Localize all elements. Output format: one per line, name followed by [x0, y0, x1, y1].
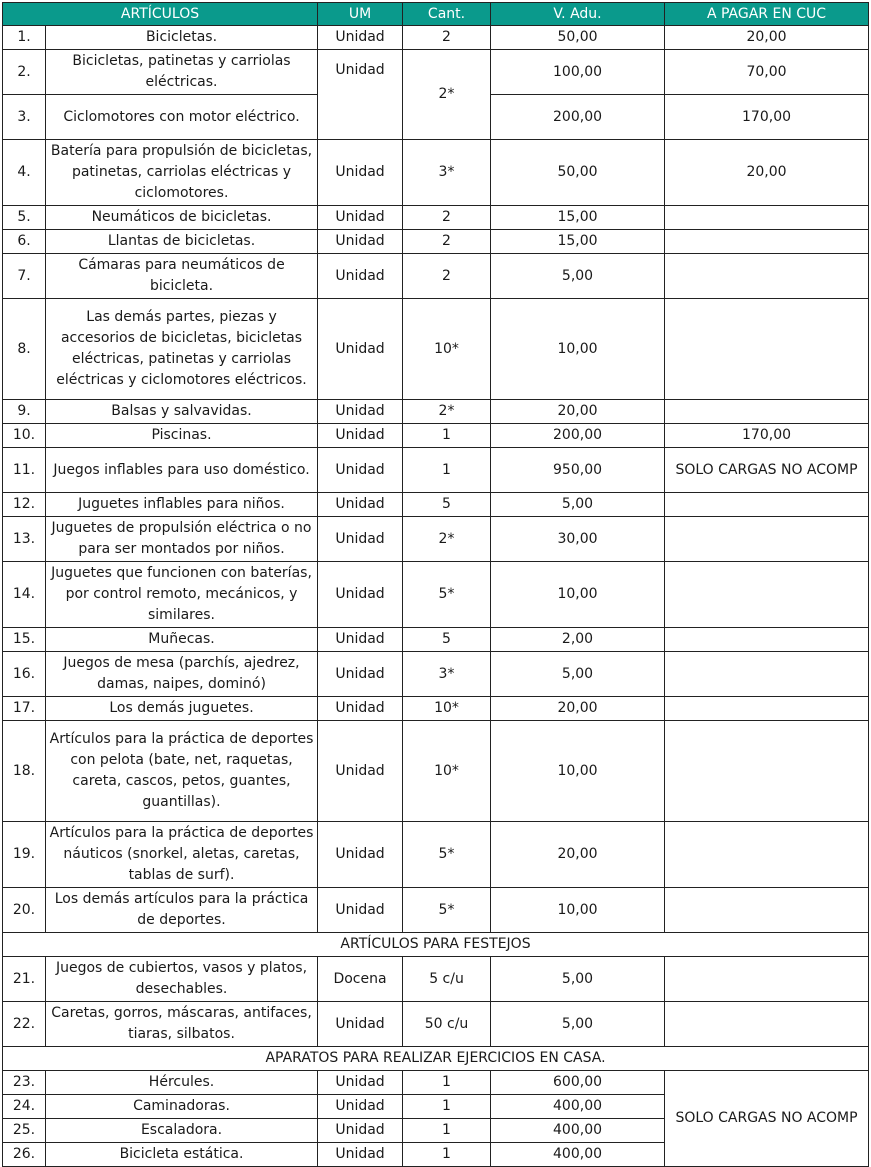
row-number: 20. [3, 888, 46, 933]
row-um: Unidad [318, 1119, 403, 1143]
row-vadu: 10,00 [491, 721, 665, 822]
row-number: 2. [3, 50, 46, 95]
row-um: Unidad [318, 140, 403, 206]
table-row [3, 652, 869, 697]
row-articulo: Los demás juguetes. [46, 697, 318, 721]
row-um: Unidad [318, 254, 403, 299]
row-articulo: Batería para propulsión de bicicletas, patinetas, carriolas eléctricas y ciclomotores. [46, 140, 318, 206]
row-number: 11. [3, 448, 46, 493]
row-um: Unidad [318, 424, 403, 448]
row-um: Unidad [318, 50, 403, 140]
row-cant: 1 [403, 1119, 491, 1143]
row-cant: 5 [403, 628, 491, 652]
row-vadu: 600,00 [491, 1071, 665, 1095]
table-row [3, 140, 869, 206]
row-pagar [665, 697, 869, 721]
row-vadu: 2,00 [491, 628, 665, 652]
row-pagar: SOLO CARGAS NO ACOMP [665, 448, 869, 493]
row-cant: 5* [403, 562, 491, 628]
row-um: Unidad [318, 400, 403, 424]
row-number: 5. [3, 206, 46, 230]
table-row [3, 254, 869, 299]
table-row [3, 1002, 869, 1047]
table-row [3, 888, 869, 933]
row-pagar [665, 206, 869, 230]
section-row [3, 1047, 869, 1071]
row-cant: 5 c/u [403, 957, 491, 1002]
row-articulo: Artículos para la práctica de deportes náuticos (snorkel, aletas, caretas, tablas de surf). [46, 822, 318, 888]
row-number: 4. [3, 140, 46, 206]
header-cant: Cant. [403, 3, 491, 26]
row-number: 19. [3, 822, 46, 888]
row-vadu: 50,00 [491, 26, 665, 50]
row-um: Docena [318, 957, 403, 1002]
row-number: 22. [3, 1002, 46, 1047]
row-cant: 1 [403, 1143, 491, 1167]
row-articulo: Bicicleta estática. [46, 1143, 318, 1167]
row-um: Unidad [318, 299, 403, 400]
row-cant: 2* [403, 517, 491, 562]
row-um: Unidad [318, 652, 403, 697]
table-row [3, 26, 869, 50]
table-row [3, 822, 869, 888]
row-cant: 1 [403, 1071, 491, 1095]
table-row [3, 299, 869, 400]
row-um: Unidad [318, 888, 403, 933]
row-number: 17. [3, 697, 46, 721]
row-number: 24. [3, 1095, 46, 1119]
row-number: 10. [3, 424, 46, 448]
row-cant: 10* [403, 697, 491, 721]
row-um: Unidad [318, 26, 403, 50]
row-cant: 5* [403, 888, 491, 933]
row-vadu: 20,00 [491, 400, 665, 424]
row-number: 8. [3, 299, 46, 400]
row-articulo: Juegos de mesa (parchís, ajedrez, damas, naipes, dominó) [46, 652, 318, 697]
row-vadu: 15,00 [491, 206, 665, 230]
row-um: Unidad [318, 1143, 403, 1167]
row-um: Unidad [318, 697, 403, 721]
table-row [3, 400, 869, 424]
row-articulo: Bicicletas. [46, 26, 318, 50]
row-pagar [665, 957, 869, 1002]
row-cant: 10* [403, 721, 491, 822]
row-vadu: 5,00 [491, 1002, 665, 1047]
row-cant: 2* [403, 400, 491, 424]
row-vadu: 400,00 [491, 1119, 665, 1143]
row-cant: 5* [403, 822, 491, 888]
row-pagar [665, 230, 869, 254]
row-articulo: Caretas, gorros, máscaras, antifaces, tiaras, silbatos. [46, 1002, 318, 1047]
row-articulo: Hércules. [46, 1071, 318, 1095]
row-number: 15. [3, 628, 46, 652]
row-pagar [665, 1002, 869, 1047]
row-cant: 2 [403, 26, 491, 50]
row-vadu: 200,00 [491, 95, 665, 140]
row-vadu: 10,00 [491, 888, 665, 933]
row-pagar [665, 493, 869, 517]
row-number: 16. [3, 652, 46, 697]
row-articulo: Muñecas. [46, 628, 318, 652]
table-row [3, 230, 869, 254]
table-row [3, 721, 869, 822]
row-number: 26. [3, 1143, 46, 1167]
row-vadu: 5,00 [491, 957, 665, 1002]
row-cant: 10* [403, 299, 491, 400]
table-row [3, 957, 869, 1002]
row-articulo: Ciclomotores con motor eléctrico. [46, 95, 318, 140]
row-vadu: 15,00 [491, 230, 665, 254]
row-number: 25. [3, 1119, 46, 1143]
row-vadu: 30,00 [491, 517, 665, 562]
row-articulo: Piscinas. [46, 424, 318, 448]
row-um: Unidad [318, 230, 403, 254]
row-articulo: Juguetes que funcionen con baterías, por control remoto, mecánicos, y similares. [46, 562, 318, 628]
row-cant: 5 [403, 493, 491, 517]
row-vadu: 200,00 [491, 424, 665, 448]
row-pagar [665, 628, 869, 652]
row-number: 1. [3, 26, 46, 50]
row-cant: 2 [403, 254, 491, 299]
row-number: 7. [3, 254, 46, 299]
row-cant: 3* [403, 652, 491, 697]
row-pagar: 170,00 [665, 424, 869, 448]
table-row [3, 697, 869, 721]
row-articulo: Escaladora. [46, 1119, 318, 1143]
row-vadu: 10,00 [491, 562, 665, 628]
header-articulos: ARTÍCULOS [3, 3, 318, 26]
row-articulo: Las demás partes, piezas y accesorios de bicicletas, bicicletas eléctricas, patinetas y carriolas eléctricas y ciclomotores eléctricos. [46, 299, 318, 400]
section-row [3, 933, 869, 957]
row-number: 12. [3, 493, 46, 517]
row-articulo: Cámaras para neumáticos de bicicleta. [46, 254, 318, 299]
row-cant: 2 [403, 206, 491, 230]
row-pagar: 170,00 [665, 95, 869, 140]
table-row [3, 1071, 869, 1095]
table-row [3, 50, 869, 95]
row-articulo: Caminadoras. [46, 1095, 318, 1119]
row-um: Unidad [318, 822, 403, 888]
row-vadu: 400,00 [491, 1143, 665, 1167]
row-pagar [665, 254, 869, 299]
row-vadu: 5,00 [491, 493, 665, 517]
table-row [3, 424, 869, 448]
row-vadu: 100,00 [491, 50, 665, 95]
row-cant: 1 [403, 424, 491, 448]
row-um: Unidad [318, 1071, 403, 1095]
row-number: 3. [3, 95, 46, 140]
row-articulo: Llantas de bicicletas. [46, 230, 318, 254]
row-number: 9. [3, 400, 46, 424]
row-articulo: Juguetes de propulsión eléctrica o no para ser montados por niños. [46, 517, 318, 562]
row-cant: 1 [403, 1095, 491, 1119]
header-row [3, 3, 869, 26]
table-row [3, 562, 869, 628]
row-number: 18. [3, 721, 46, 822]
header-vadu: V. Adu. [491, 3, 665, 26]
row-vadu: 20,00 [491, 822, 665, 888]
table-row [3, 448, 869, 493]
row-pagar: 20,00 [665, 26, 869, 50]
header-um: UM [318, 3, 403, 26]
row-number: 13. [3, 517, 46, 562]
row-um: Unidad [318, 517, 403, 562]
table-row [3, 493, 869, 517]
row-articulo: Juegos de cubiertos, vasos y platos, desechables. [46, 957, 318, 1002]
row-vadu: 950,00 [491, 448, 665, 493]
row-cant: 3* [403, 140, 491, 206]
table-row [3, 206, 869, 230]
row-um: Unidad [318, 206, 403, 230]
row-um: Unidad [318, 628, 403, 652]
row-pagar [665, 517, 869, 562]
row-vadu: 400,00 [491, 1095, 665, 1119]
row-articulo: Bicicletas, patinetas y carriolas eléctricas. [46, 50, 318, 95]
row-vadu: 5,00 [491, 254, 665, 299]
row-um: Unidad [318, 1002, 403, 1047]
row-pagar: SOLO CARGAS NO ACOMP [665, 1071, 869, 1167]
row-cant: 1 [403, 448, 491, 493]
row-pagar: 70,00 [665, 50, 869, 95]
row-um: Unidad [318, 493, 403, 517]
row-number: 14. [3, 562, 46, 628]
row-articulo: Artículos para la práctica de deportes con pelota (bate, net, raquetas, careta, cascos, petos, guantes, guantillas). [46, 721, 318, 822]
row-cant: 50 c/u [403, 1002, 491, 1047]
row-pagar [665, 652, 869, 697]
row-um: Unidad [318, 1095, 403, 1119]
row-articulo: Los demás artículos para la práctica de deportes. [46, 888, 318, 933]
row-pagar [665, 400, 869, 424]
row-pagar [665, 562, 869, 628]
row-number: 23. [3, 1071, 46, 1095]
table-row [3, 628, 869, 652]
header-pagar: A PAGAR EN CUC [665, 3, 869, 26]
row-pagar [665, 888, 869, 933]
row-vadu: 10,00 [491, 299, 665, 400]
section-ejercicios-title: APARATOS PARA REALIZAR EJERCICIOS EN CASA. [3, 1047, 869, 1071]
row-vadu: 5,00 [491, 652, 665, 697]
row-pagar [665, 822, 869, 888]
row-vadu: 20,00 [491, 697, 665, 721]
row-um: Unidad [318, 562, 403, 628]
row-pagar [665, 721, 869, 822]
row-number: 21. [3, 957, 46, 1002]
row-um: Unidad [318, 721, 403, 822]
row-pagar [665, 299, 869, 400]
row-vadu: 50,00 [491, 140, 665, 206]
row-cant: 2* [403, 50, 491, 140]
row-articulo: Juguetes inflables para niños. [46, 493, 318, 517]
section-festejos-title: ARTÍCULOS PARA FESTEJOS [3, 933, 869, 957]
table-row [3, 517, 869, 562]
row-um: Unidad [318, 448, 403, 493]
row-number: 6. [3, 230, 46, 254]
row-articulo: Balsas y salvavidas. [46, 400, 318, 424]
row-articulo: Neumáticos de bicicletas. [46, 206, 318, 230]
row-pagar: 20,00 [665, 140, 869, 206]
row-cant: 2 [403, 230, 491, 254]
row-articulo: Juegos inflables para uso doméstico. [46, 448, 318, 493]
tariff-table [2, 2, 869, 1167]
